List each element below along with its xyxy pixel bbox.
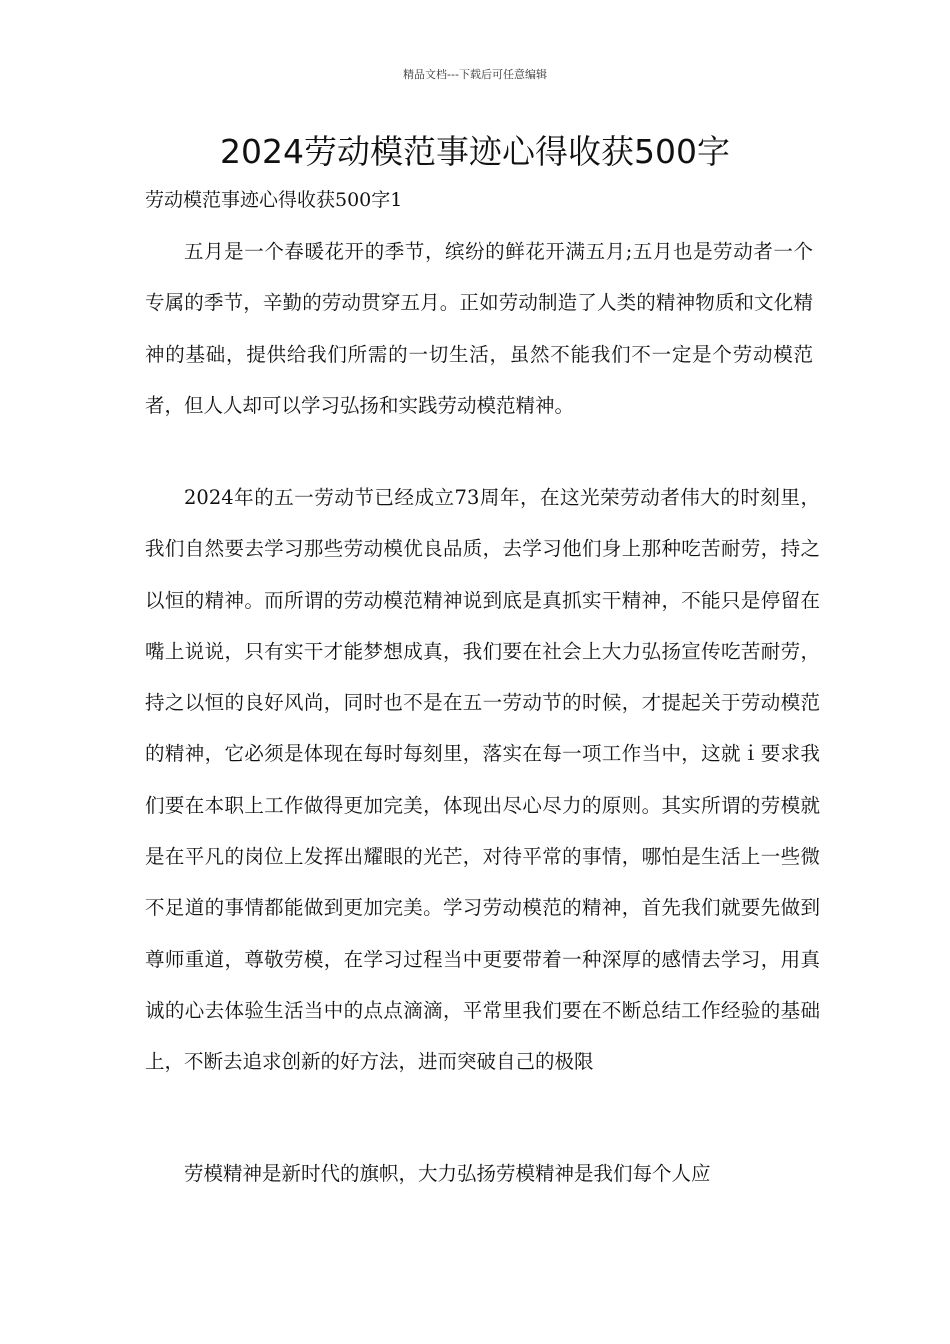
paragraph-3: 劳模精神是新时代的旗帜，大力弘扬劳模精神是我们每个人应: [184, 1162, 711, 1185]
header-note: 精品文档---下载后可任意编辑: [403, 68, 547, 81]
document-title: 2024劳动模范事迹心得收获500字: [220, 132, 730, 171]
document-subtitle: 劳动模范事迹心得收获500字1: [145, 189, 403, 211]
paragraph-1: 五月是一个春暖花开的季节，缤纷的鲜花开满五月;五月也是劳动者一个专属的季节，辛勤的劳动贯穿五月。正如劳动制造了人类的精神物质和文化精神的基础，提供给我们所需的一切生活，虽然不能我们不一定是个劳动模范者，但人人却可以学习弘扬和实践劳动模范精神。: [145, 240, 813, 417]
paragraph-2: 2024年的五一劳动节已经成立73周年，在这光荣劳动者伟大的时刻里，我们自然要去学习那些劳动模优良品质，去学习他们身上那种吃苦耐劳，持之以恒的精神。而所谓的劳动模范精神说到底是真抓实干精神，不能只是停留在嘴上说说，只有实干才能梦想成真，我们要在社会上大力弘扬宣传吃苦耐劳，持之以恒的良好风尚，同时也不是在五一劳动节的时候，才提起关于劳动模范的精神，它必须是体现在每时每刻里，落实在每一项工作当中，这就ｉ要求我们要在本职上工作做得更加完美，体现出尽心尽力的原则。其实所谓的劳模就是在平凡的岗位上发挥出耀眼的光芒，对待平常的事情，哪怕是生活上一些微不足道的事情都能做到更加完美。学习劳动模范的精神，首先我们就要先做到尊师重道，尊敬劳模，在学习过程当中更要带着一种深厚的感情去学习，用真诚的心去体验生活当中的点点滴滴，平常里我们要在不断总结工作经验的基础上，不断去追求创新的好方法，进而突破自己的极限: [145, 486, 820, 1074]
